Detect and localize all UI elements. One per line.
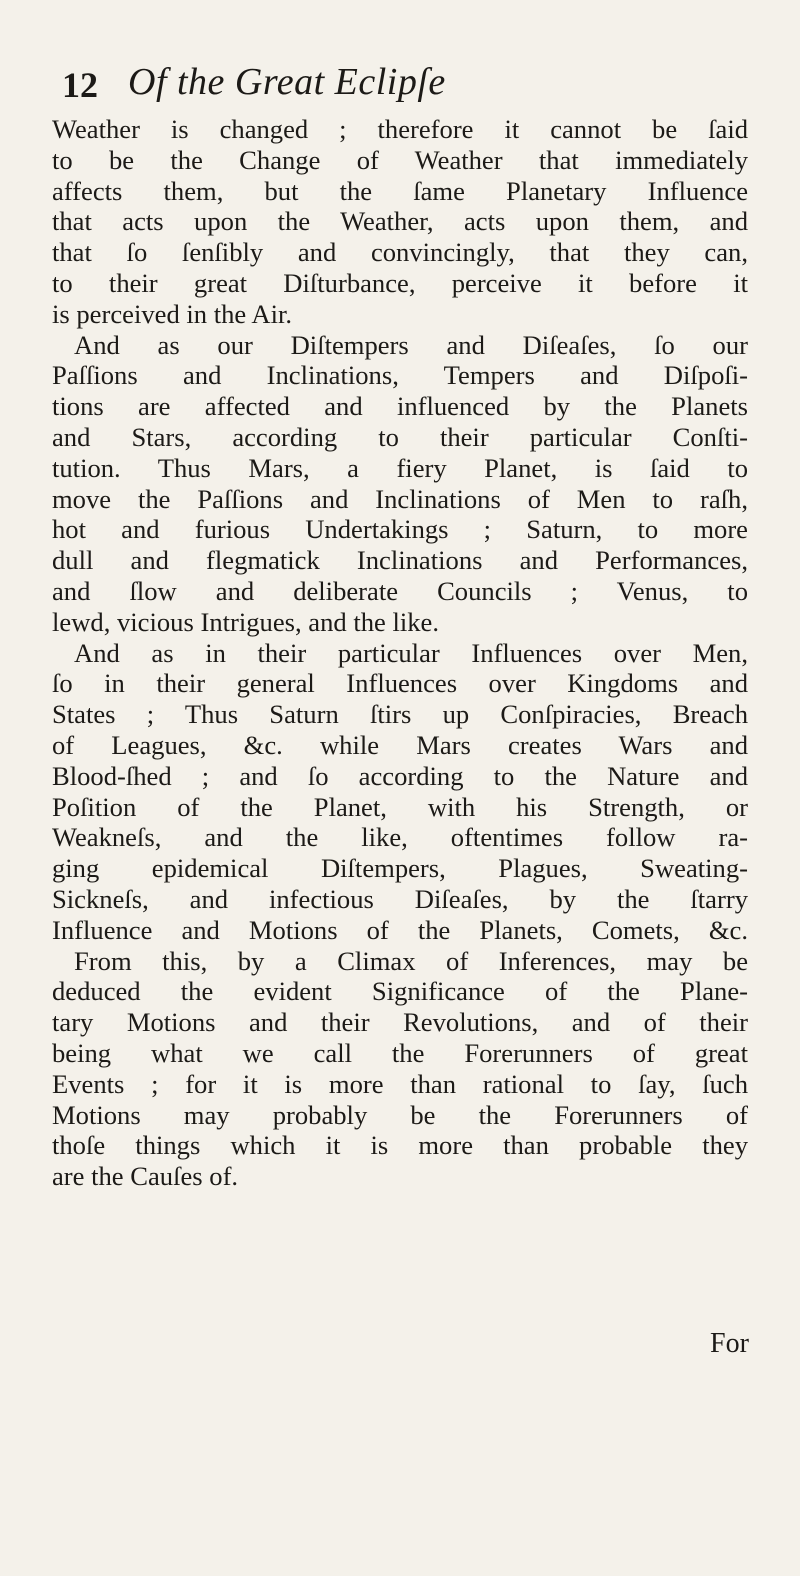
text-line: Motions may probably be the Forerunners of <box>52 1099 748 1130</box>
text-line: deduced the evident Significance of the Plane- <box>52 976 748 1007</box>
text-line: Weather is changed ; therefore it cannot be ſaid <box>52 114 748 144</box>
text-line: being what we call the Forerunners of great <box>52 1037 748 1068</box>
text-line: And as in their particular Influences over Men, <box>74 637 748 668</box>
text-line: Paſſions and Inclinations, Tempers and Diſpoſi- <box>52 360 748 391</box>
text-line: that acts upon the Weather, acts upon them, and <box>52 206 748 237</box>
text-line: ſo in their general Influences over Kingdoms and <box>52 668 748 699</box>
text-line: move the Paſſions and Inclinations of Men to raſh, <box>52 483 748 514</box>
body-text <box>52 114 748 1192</box>
text-line: to be the Change of Weather that immediately <box>52 144 748 175</box>
text-line: Poſition of the Planet, with his Strength, or <box>52 791 748 822</box>
text-line: are the Cauſes of. <box>52 1161 239 1192</box>
text-line: States ; Thus Saturn ſtirs up Conſpiracies, Breach <box>52 699 748 730</box>
text-line: and Stars, according to their particular Conſti- <box>52 421 748 452</box>
text-line: is perceived in the Air. <box>52 298 293 329</box>
text-line: And as our Diſtempers and Diſeaſes, ſo our <box>74 329 748 360</box>
text-line: Weakneſs, and the like, oftentimes follow ra- <box>52 822 748 853</box>
text-line: of Leagues, &c. while Mars creates Wars and <box>52 729 748 760</box>
page-number: 12 <box>62 65 98 105</box>
text-line: tution. Thus Mars, a fiery Planet, is ſaid to <box>52 452 748 483</box>
catchword: For <box>710 1328 749 1359</box>
running-title: Of the Great Eclipſe <box>128 61 446 103</box>
text-line: tary Motions and their Revolutions, and of their <box>52 1007 748 1038</box>
text-line: thoſe things which it is more than probable they <box>52 1130 748 1161</box>
text-line: that ſo ſenſibly and convincingly, that they can, <box>52 237 748 268</box>
page-header <box>0 60 800 110</box>
text-line: Blood-ſhed ; and ſo according to the Nature and <box>52 760 748 791</box>
text-line: ging epidemical Diſtempers, Plagues, Sweating- <box>52 853 748 884</box>
text-line: hot and furious Undertakings ; Saturn, to more <box>52 514 748 545</box>
text-line: lewd, vicious Intrigues, and the like. <box>52 606 439 637</box>
text-line: Influence and Motions of the Planets, Comets, &c. <box>52 914 748 945</box>
text-line: tions are affected and influenced by the Planets <box>52 391 748 422</box>
text-line: dull and flegmatick Inclinations and Performances, <box>52 545 748 576</box>
text-line: Sickneſs, and infectious Diſeaſes, by the ſtarry <box>52 883 748 914</box>
text-line: Events ; for it is more than rational to ſay, ſuch <box>52 1068 748 1099</box>
text-line: and ſlow and deliberate Councils ; Venus, to <box>52 575 748 606</box>
text-line: to their great Diſturbance, perceive it before it <box>52 267 748 298</box>
text-line: affects them, but the ſame Planetary Influence <box>52 175 748 206</box>
text-line: From this, by a Climax of Inferences, may be <box>74 945 748 976</box>
